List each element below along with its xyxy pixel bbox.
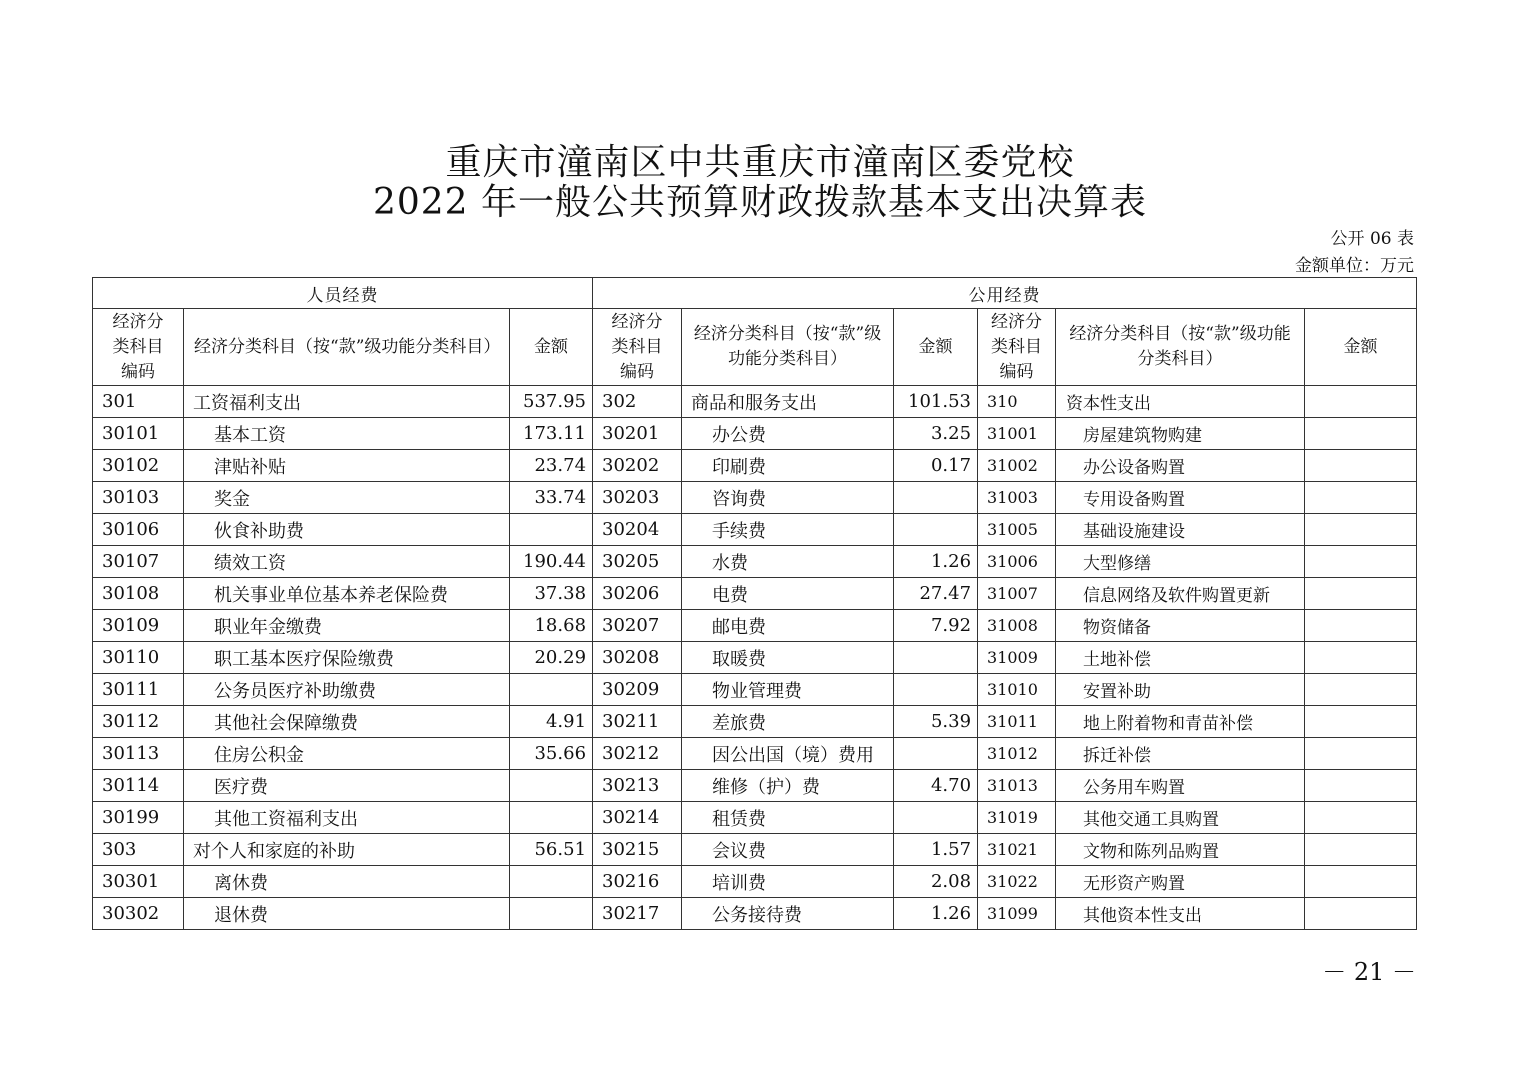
amount-left: 35.66	[510, 738, 593, 770]
header-name-2: 经济分类科目（按“款”级功能分类科目）	[682, 309, 894, 386]
name-right: 其他交通工具购置	[1056, 802, 1305, 834]
code-mid: 30213	[593, 770, 682, 802]
name-left: 公务员医疗补助缴费	[184, 674, 510, 706]
code-mid: 30206	[593, 578, 682, 610]
header-name-1: 经济分类科目（按“款”级功能分类科目）	[184, 309, 510, 386]
amount-left	[510, 674, 593, 706]
name-mid: 培训费	[682, 866, 894, 898]
name-mid: 商品和服务支出	[682, 386, 894, 418]
code-right: 31008	[978, 610, 1056, 642]
amount-left: 56.51	[510, 834, 593, 866]
amount-mid: 4.70	[894, 770, 978, 802]
table-row	[93, 546, 1417, 578]
name-right: 基础设施建设	[1056, 514, 1305, 546]
amount-mid: 5.39	[894, 706, 978, 738]
name-right: 房屋建筑物购建	[1056, 418, 1305, 450]
name-right: 物资储备	[1056, 610, 1305, 642]
amount-right	[1305, 642, 1417, 674]
name-mid: 咨询费	[682, 482, 894, 514]
name-mid: 取暖费	[682, 642, 894, 674]
name-left: 其他工资福利支出	[184, 802, 510, 834]
table-row	[93, 898, 1417, 930]
code-left: 30301	[93, 866, 184, 898]
amount-left: 18.68	[510, 610, 593, 642]
code-right: 31012	[978, 738, 1056, 770]
table-row	[93, 482, 1417, 514]
header-amount-2: 金额	[894, 309, 978, 386]
name-left: 职业年金缴费	[184, 610, 510, 642]
name-left: 住房公积金	[184, 738, 510, 770]
header-code-1: 经济分类科目编码	[93, 309, 184, 386]
name-left: 离休费	[184, 866, 510, 898]
name-right: 其他资本性支出	[1056, 898, 1305, 930]
table-row	[93, 802, 1417, 834]
code-mid: 30207	[593, 610, 682, 642]
name-mid: 办公费	[682, 418, 894, 450]
name-right: 地上附着物和青苗补偿	[1056, 706, 1305, 738]
code-mid: 30214	[593, 802, 682, 834]
name-right: 公务用车购置	[1056, 770, 1305, 802]
name-right: 专用设备购置	[1056, 482, 1305, 514]
code-left: 30108	[93, 578, 184, 610]
name-left: 医疗费	[184, 770, 510, 802]
table-id: 公开 06 表	[1330, 229, 1414, 249]
table-row	[93, 866, 1417, 898]
table-row	[93, 642, 1417, 674]
amount-unit: 金额单位：万元	[1295, 256, 1414, 276]
code-right: 31001	[978, 418, 1056, 450]
code-right: 310	[978, 386, 1056, 418]
amount-right	[1305, 802, 1417, 834]
amount-mid: 27.47	[894, 578, 978, 610]
name-left: 津贴补贴	[184, 450, 510, 482]
group-personnel: 人员经费	[93, 278, 593, 309]
code-right: 31007	[978, 578, 1056, 610]
table-row	[93, 738, 1417, 770]
amount-right	[1305, 898, 1417, 930]
code-left: 30111	[93, 674, 184, 706]
amount-mid: 0.17	[894, 450, 978, 482]
name-mid: 因公出国（境）费用	[682, 738, 894, 770]
code-mid: 30209	[593, 674, 682, 706]
table-row	[93, 418, 1417, 450]
amount-right	[1305, 450, 1417, 482]
amount-right	[1305, 706, 1417, 738]
code-left: 30109	[93, 610, 184, 642]
code-left: 30199	[93, 802, 184, 834]
amount-mid: 1.57	[894, 834, 978, 866]
amount-right	[1305, 578, 1417, 610]
code-right: 31006	[978, 546, 1056, 578]
amount-mid: 1.26	[894, 898, 978, 930]
code-left: 30302	[93, 898, 184, 930]
code-left: 30106	[93, 514, 184, 546]
code-left: 301	[93, 386, 184, 418]
code-right: 31022	[978, 866, 1056, 898]
name-right: 大型修缮	[1056, 546, 1305, 578]
name-right: 无形资产购置	[1056, 866, 1305, 898]
amount-mid	[894, 642, 978, 674]
amount-left: 37.38	[510, 578, 593, 610]
amount-left: 190.44	[510, 546, 593, 578]
code-right: 31019	[978, 802, 1056, 834]
name-right: 土地补偿	[1056, 642, 1305, 674]
amount-right	[1305, 866, 1417, 898]
name-mid: 水费	[682, 546, 894, 578]
code-right: 31005	[978, 514, 1056, 546]
name-right: 文物和陈列品购置	[1056, 834, 1305, 866]
name-right: 资本性支出	[1056, 386, 1305, 418]
name-left: 伙食补助费	[184, 514, 510, 546]
expenditure-table	[92, 277, 1417, 930]
name-mid: 差旅费	[682, 706, 894, 738]
name-mid: 租赁费	[682, 802, 894, 834]
table-row	[93, 706, 1417, 738]
name-mid: 电费	[682, 578, 894, 610]
amount-right	[1305, 546, 1417, 578]
amount-mid	[894, 482, 978, 514]
code-mid: 30204	[593, 514, 682, 546]
header-name-3: 经济分类科目（按“款”级功能分类科目）	[1056, 309, 1305, 386]
amount-left	[510, 898, 593, 930]
code-left: 30113	[93, 738, 184, 770]
code-mid: 30216	[593, 866, 682, 898]
name-mid: 手续费	[682, 514, 894, 546]
table-row	[93, 610, 1417, 642]
code-left: 303	[93, 834, 184, 866]
name-right: 安置补助	[1056, 674, 1305, 706]
name-left: 基本工资	[184, 418, 510, 450]
code-right: 31021	[978, 834, 1056, 866]
column-header-row	[93, 309, 1417, 386]
amount-left: 33.74	[510, 482, 593, 514]
table-row	[93, 770, 1417, 802]
code-left: 30101	[93, 418, 184, 450]
amount-mid: 7.92	[894, 610, 978, 642]
amount-right	[1305, 738, 1417, 770]
amount-right	[1305, 770, 1417, 802]
code-right: 31010	[978, 674, 1056, 706]
code-mid: 30208	[593, 642, 682, 674]
header-amount-3: 金额	[1305, 309, 1417, 386]
code-mid: 30212	[593, 738, 682, 770]
amount-left: 20.29	[510, 642, 593, 674]
name-right: 拆迁补偿	[1056, 738, 1305, 770]
code-right: 31002	[978, 450, 1056, 482]
code-mid: 302	[593, 386, 682, 418]
name-left: 其他社会保障缴费	[184, 706, 510, 738]
code-left: 30110	[93, 642, 184, 674]
table-row	[93, 578, 1417, 610]
code-mid: 30202	[593, 450, 682, 482]
amount-left: 173.11	[510, 418, 593, 450]
code-right: 31013	[978, 770, 1056, 802]
amount-mid	[894, 802, 978, 834]
amount-left: 4.91	[510, 706, 593, 738]
code-left: 30103	[93, 482, 184, 514]
group-header-row	[93, 278, 1417, 309]
amount-left	[510, 514, 593, 546]
amount-right	[1305, 386, 1417, 418]
name-mid: 公务接待费	[682, 898, 894, 930]
amount-right	[1305, 674, 1417, 706]
report-title-line2: 2022 年一般公共预算财政拨款基本支出决算表	[372, 182, 1148, 223]
amount-left	[510, 770, 593, 802]
report-title-line1: 重庆市潼南区中共重庆市潼南区委党校	[445, 142, 1075, 183]
amount-right	[1305, 834, 1417, 866]
amount-right	[1305, 482, 1417, 514]
header-code-2: 经济分类科目编码	[593, 309, 682, 386]
header-amount-1: 金额	[510, 309, 593, 386]
table-row	[93, 514, 1417, 546]
code-mid: 30215	[593, 834, 682, 866]
name-mid: 物业管理费	[682, 674, 894, 706]
name-right: 办公设备购置	[1056, 450, 1305, 482]
code-mid: 30203	[593, 482, 682, 514]
code-left: 30102	[93, 450, 184, 482]
amount-right	[1305, 610, 1417, 642]
amount-mid: 101.53	[894, 386, 978, 418]
name-left: 绩效工资	[184, 546, 510, 578]
amount-mid	[894, 738, 978, 770]
code-mid: 30205	[593, 546, 682, 578]
name-left: 对个人和家庭的补助	[184, 834, 510, 866]
name-mid: 维修（护）费	[682, 770, 894, 802]
amount-mid	[894, 514, 978, 546]
amount-mid: 1.26	[894, 546, 978, 578]
name-right: 信息网络及软件购置更新	[1056, 578, 1305, 610]
code-mid: 30201	[593, 418, 682, 450]
name-left: 退休费	[184, 898, 510, 930]
table-row	[93, 450, 1417, 482]
code-left: 30107	[93, 546, 184, 578]
name-left: 工资福利支出	[184, 386, 510, 418]
group-public: 公用经费	[593, 278, 1417, 309]
header-code-3: 经济分类科目编码	[978, 309, 1056, 386]
amount-left: 537.95	[510, 386, 593, 418]
name-mid: 邮电费	[682, 610, 894, 642]
amount-left: 23.74	[510, 450, 593, 482]
code-mid: 30217	[593, 898, 682, 930]
name-left: 机关事业单位基本养老保险费	[184, 578, 510, 610]
name-mid: 印刷费	[682, 450, 894, 482]
page-number: － 21 －	[1322, 958, 1416, 986]
name-left: 奖金	[184, 482, 510, 514]
amount-mid: 3.25	[894, 418, 978, 450]
code-mid: 30211	[593, 706, 682, 738]
name-mid: 会议费	[682, 834, 894, 866]
amount-mid	[894, 674, 978, 706]
amount-left	[510, 866, 593, 898]
amount-left	[510, 802, 593, 834]
table-row	[93, 834, 1417, 866]
code-right: 31011	[978, 706, 1056, 738]
amount-right	[1305, 418, 1417, 450]
amount-right	[1305, 514, 1417, 546]
code-left: 30114	[93, 770, 184, 802]
code-right: 31099	[978, 898, 1056, 930]
table-row	[93, 674, 1417, 706]
table-row	[93, 386, 1417, 418]
code-right: 31003	[978, 482, 1056, 514]
amount-mid: 2.08	[894, 866, 978, 898]
name-left: 职工基本医疗保险缴费	[184, 642, 510, 674]
code-right: 31009	[978, 642, 1056, 674]
code-left: 30112	[93, 706, 184, 738]
